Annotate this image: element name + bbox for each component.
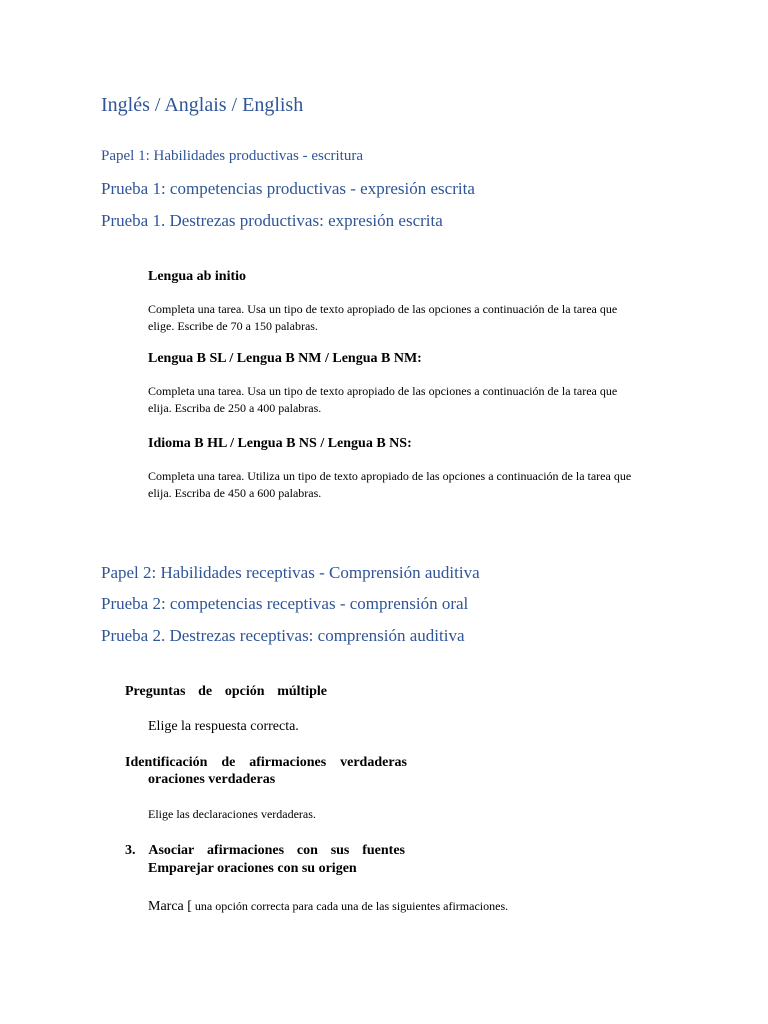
paper2-heading-1: Papel 2: Habilidades receptivas - Comprensión auditiva bbox=[101, 563, 480, 582]
match-heading-word: Asociar bbox=[148, 843, 195, 858]
hl-instructions: Completa una tarea. Utiliza un tipo de texto apropiado de las opciones a continuación de la tarea que elija. Escriba de 450 a 600 palabras. bbox=[148, 469, 632, 500]
match-heading-word: fuentes bbox=[362, 843, 405, 858]
truefalse-heading-word: afirmaciones bbox=[249, 755, 327, 770]
mcq-heading-word: Preguntas bbox=[125, 684, 186, 699]
truefalse-subheading: oraciones verdaderas bbox=[148, 772, 276, 787]
hl-heading: Idioma B HL / Lengua B NS / Lengua B NS: bbox=[148, 436, 412, 451]
truefalse-heading-word: verdaderas bbox=[340, 755, 407, 770]
abinitio-instructions: Completa una tarea. Usa un tipo de texto apropiado de las opciones a continuación de la tarea que elige. Escribe de 70 a 150 palabras. bbox=[148, 302, 618, 333]
paper1-heading-3: Prueba 1. Destrezas productivas: expresión escrita bbox=[101, 211, 443, 230]
mcq-heading-word: múltiple bbox=[277, 684, 327, 699]
sl-heading: Lengua B SL / Lengua B NM / Lengua B NM: bbox=[148, 351, 422, 366]
abinitio-heading: Lengua ab initio bbox=[148, 269, 247, 284]
paper1-heading-1: Papel 1: Habilidades productivas - escritura bbox=[101, 148, 364, 164]
truefalse-heading-word: Identificación bbox=[125, 755, 208, 770]
match-heading bbox=[125, 843, 405, 859]
match-instructions-marca: Marca [ bbox=[148, 899, 192, 914]
mcq-instructions: Elige la respuesta correcta. bbox=[148, 719, 299, 734]
match-subheading: Emparejar oraciones con su origen bbox=[148, 861, 357, 876]
mcq-heading-word: de bbox=[198, 684, 213, 699]
match-heading-word: afirmaciones bbox=[207, 843, 285, 858]
match-number: 3. bbox=[125, 843, 136, 858]
match-instructions bbox=[148, 897, 508, 915]
truefalse-heading bbox=[125, 755, 407, 771]
sl-instructions: Completa una tarea. Usa un tipo de texto apropiado de las opciones a continuación de la tarea que elija. Escriba de 250 a 400 palabras. bbox=[148, 384, 618, 415]
mcq-heading-word: opción bbox=[224, 684, 265, 699]
match-heading-word: sus bbox=[330, 843, 350, 858]
paper2-heading-3: Prueba 2. Destrezas receptivas: comprensión auditiva bbox=[101, 626, 465, 645]
truefalse-heading-word: de bbox=[221, 755, 236, 770]
mcq-heading bbox=[125, 684, 327, 700]
match-heading-word: con bbox=[296, 843, 318, 858]
paper1-heading-2: Prueba 1: competencias productivas - expresión escrita bbox=[101, 179, 475, 198]
paper2-heading-2: Prueba 2: competencias receptivas - comprensión oral bbox=[101, 594, 469, 613]
truefalse-instructions: Elige las declaraciones verdaderas. bbox=[148, 807, 316, 821]
document-title: Inglés / Anglais / English bbox=[101, 94, 304, 116]
match-instructions-rest: una opción correcta para cada una de las siguientes afirmaciones. bbox=[191, 899, 509, 913]
